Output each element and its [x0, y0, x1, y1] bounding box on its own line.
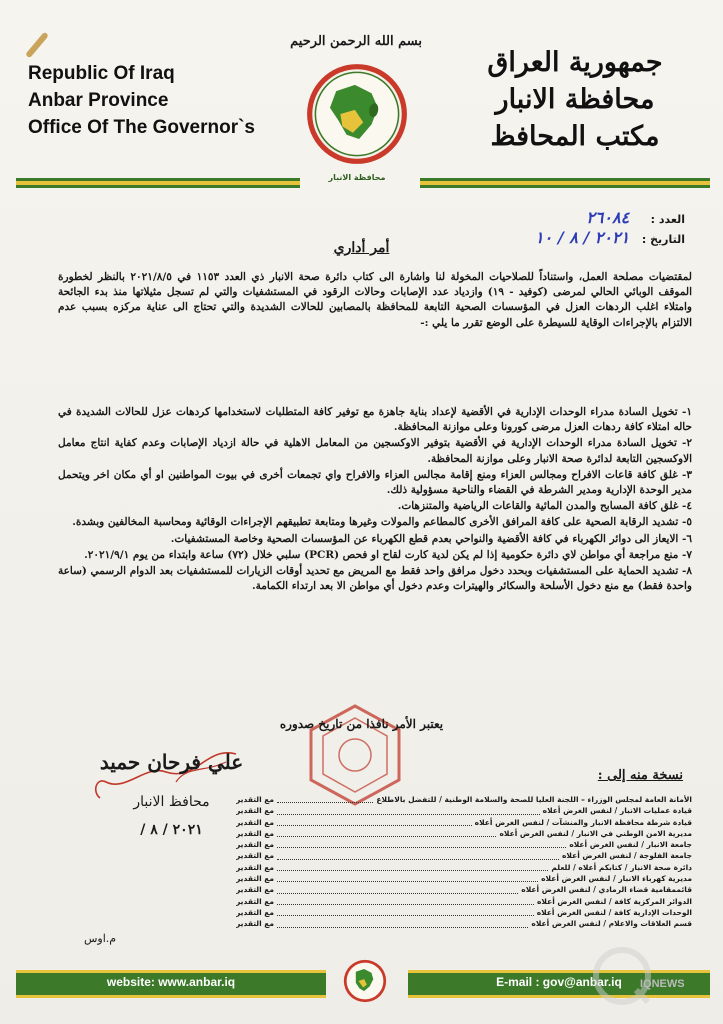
- footer-emblem-icon: [342, 958, 388, 1004]
- copies-list: [236, 794, 692, 930]
- header-band-right: [420, 178, 710, 188]
- clerk-initials: م.اوس: [84, 932, 117, 945]
- arabic-header: [455, 44, 695, 155]
- copies-heading: نسخة منه إلى :: [597, 768, 683, 783]
- watermark-text: IQNEWS: [640, 978, 685, 990]
- copies-row: [236, 817, 692, 828]
- footer-email[interactable]: E-mail : gov@anbar.iq: [496, 975, 622, 989]
- dotted-leader: [277, 802, 373, 803]
- copy-action: مع التقدير: [236, 817, 275, 827]
- english-header: [28, 60, 258, 141]
- copy-destination: الدوائر المركزية كافة / لنفس الغرض أعلاه: [536, 896, 692, 906]
- dotted-leader: [277, 836, 496, 837]
- copy-destination: الوحدات الإدارية كافة / لنفس الغرض أعلاه: [536, 907, 692, 917]
- copy-destination: مديرية الامن الوطني في الانبار / لنفس الغرض أعلاه: [499, 828, 692, 838]
- basmala-calligraphy: بسم الله الرحمن الرحيم: [290, 34, 422, 49]
- number-value: ٢٦٠٨٤: [586, 208, 630, 227]
- dotted-leader: [277, 825, 472, 826]
- order-intro: [58, 270, 692, 331]
- copies-row: [236, 884, 692, 895]
- footer-website[interactable]: website: www.anbar.iq: [106, 975, 236, 989]
- signature-date: ٢٠٢١ / ٨ /: [140, 822, 203, 838]
- order-item: ١- تخويل السادة مدراء الوحدات الإدارية في الأقضية لإعداد بناية جاهزة مع توفير كافة المتطلبات لاستخدامها كردهات عزل للحالات الشديدة في حاله امتلاء كافة ردهات العزل مرضى كورونا وعلى موازنة المحافظة.: [58, 406, 692, 434]
- dotted-leader: [277, 915, 534, 916]
- order-item: ٤- غلق كافة المسابح والمدن المائية والقاعات الرياضية والمتنزهات.: [397, 500, 692, 513]
- anbar-emblem-icon: [305, 62, 409, 166]
- copies-row: [236, 873, 692, 884]
- order-item: ٣- غلق كافة قاعات الافراح ومجالس العزاء ومنع إقامة مجالس العزاء والافراح واي تجمعات أخرى في بيوت المواطنين او أي مكان اخر ويتحمل مدير الوحدة الإدارية ومدير الشرطة في القضاء والناحية مسؤولية ذلك.: [58, 468, 692, 497]
- dotted-leader: [277, 927, 528, 928]
- copy-action: مع التقدير: [236, 851, 275, 861]
- copy-destination: قيادة عمليات الانبار / لنفس الغرض أعلاه: [542, 806, 692, 816]
- dotted-leader: [277, 870, 548, 871]
- copy-action: مع التقدير: [236, 907, 275, 917]
- copy-action: مع التقدير: [236, 795, 275, 804]
- header-en-line-3: Office Of The Governor`s: [28, 117, 255, 138]
- order-items: [58, 405, 692, 595]
- header-band-left: [16, 178, 300, 188]
- emblem-label: محافظة الانبار: [328, 173, 386, 182]
- order-item: ٢- تخويل السادة مدراء الوحدات الإدارية في الأقضية بتوفير الاوكسجين من المعامل الاهلية في حالة ازدياد الإصابات وعدم كفاية انتاج معامل الاوكسجين التابعة لدائرة صحة الانبار وعلى موازنة المحافظة.: [58, 437, 692, 465]
- copy-destination: الأمانة العامة لمجلس الوزراء – اللجنة العليا للصحة والسلامة الوطنية / للتفضل بالاطلاع: [376, 795, 692, 804]
- copies-row: [236, 862, 692, 873]
- order-item: ٨- تشديد الحماية على المستشفيات وبحدد دخول مرافق واحد فقط مع المريض مع تحديد أوقات الزيارات للمستشفيات بعد الدوام الرسمي (ساعة واحدة فقط) مع منع دخول الأسلحة والسكائر والهيترات وعدم دخول أي مواطن الا بعد ارتداء الكمامة.: [58, 565, 692, 593]
- header-en-line-2: Anbar Province: [28, 90, 169, 111]
- number-label: العدد :: [650, 213, 685, 226]
- copy-destination: قائممقامية قضاء الرمادي / لنفس الغرض أعلاه: [521, 885, 692, 895]
- copy-destination: مديرية كهرباء الانبار / لنفس الغرض أعلاه: [541, 874, 692, 884]
- copies-row: [236, 794, 692, 805]
- dotted-leader: [277, 859, 559, 860]
- dotted-leader: [277, 893, 518, 894]
- header-ar-line-3: مكتب المحافظ: [490, 121, 660, 152]
- copies-row: [236, 896, 692, 907]
- signatory-name: علي فرحان حميد: [99, 750, 244, 774]
- copy-action: مع التقدير: [236, 862, 275, 872]
- copy-action: مع التقدير: [236, 919, 275, 929]
- header-ar-line-2: محافظة الانبار: [495, 84, 655, 115]
- copy-action: مع التقدير: [236, 840, 275, 850]
- news-watermark-icon: [590, 944, 710, 1008]
- copy-destination: جامعة الانبار / لنفس الغرض أعلاه: [569, 840, 692, 850]
- copy-action: مع التقدير: [236, 828, 275, 838]
- copy-destination: قسم العلاقات والاعلام / لنفس الغرض أعلاه: [531, 919, 692, 929]
- intro-paragraph: لمقتضيات مصلحة العمل، واستناداً للصلاحيات المخولة لنا واشارة الى كتاب دائرة صحة الانبار ذي العدد ١١٥٣ في ٢٠٢١/٨/٥ بالنظر لخطورة الموقف الوبائي الحالي لمرضى (كوفيد - ١٩) وازدياد عدد الإصابات وحالات الرقود في المستشفيات والتي لم تسجل مثيلاتها منذ بدء الجائحة وامتلاء اغلب الردهات العزل في المؤسسات الصحية التابعة للمحافظة بالمصابين للحالات الشديدة والتي تحتاج الى عناية مركزه بسبب عدم الالتزام بالإجراءات الوقاية للسيطرة على الوضع تقرر ما يلي :-: [58, 271, 693, 329]
- copy-action: مع التقدير: [236, 806, 275, 816]
- date-label: التاريخ :: [641, 233, 685, 246]
- date-value: ٢٠٢١ / ٨ / ١٠: [535, 228, 630, 247]
- order-item: ٥- تشديد الرقابة الصحية على كافة المرافق الأخرى كالمطاعم والمولات وغيرها ومتابعة تطبيقهم الإجراءات الوقائية ومحاسبة المخالفين وبشدة.: [72, 516, 692, 529]
- signatory-title: محافظ الانبار: [133, 794, 210, 810]
- copy-action: مع التقدير: [236, 874, 275, 884]
- copy-destination: دائرة صحة الانبار / كتابكم أعلاه / للعلم: [551, 862, 692, 872]
- order-title: أمر أداري: [333, 240, 390, 256]
- copies-row: [236, 918, 692, 929]
- pen-icon: [25, 32, 49, 59]
- order-item: ٦- الايعاز الى دوائر الكهرباء في كافة الأقضية والنواحي بعدم قطع الكهرباء عن المؤسسات الصحية وخاصة المستشفيات.: [170, 532, 692, 545]
- copies-row: [236, 828, 692, 839]
- copies-row: [236, 839, 692, 850]
- copies-row: [236, 805, 692, 816]
- header-en-line-1: Republic Of Iraq: [28, 63, 175, 84]
- copy-action: مع التقدير: [236, 885, 275, 895]
- dotted-leader: [277, 814, 540, 815]
- copy-destination: قيادة شرطة محافظة الانبار والمنشآت / لنفس الغرض أعلاه: [474, 817, 692, 827]
- copy-destination: جامعة الفلوجة / لنفس الغرض أعلاه: [561, 851, 692, 861]
- header-ar-line-1: جمهورية العراق: [487, 47, 663, 78]
- copy-action: مع التقدير: [236, 896, 275, 906]
- effective-statement: يعتبر الأمر نافذا من تاريخ صدوره: [279, 717, 444, 731]
- dotted-leader: [277, 847, 566, 848]
- document-number: [485, 208, 685, 227]
- order-item: ٧- منع مراجعة أي مواطن لاي دائرة حكومية إذا لم يكن لدية كارت لقاح او فحص (PCR) سلبي خلال (٧٢) ساعة وابتداء من يوم ٢٠٢١/٩/١.: [84, 548, 692, 561]
- dotted-leader: [277, 881, 538, 882]
- dotted-leader: [277, 904, 534, 905]
- copies-row: [236, 850, 692, 861]
- copies-row: [236, 907, 692, 918]
